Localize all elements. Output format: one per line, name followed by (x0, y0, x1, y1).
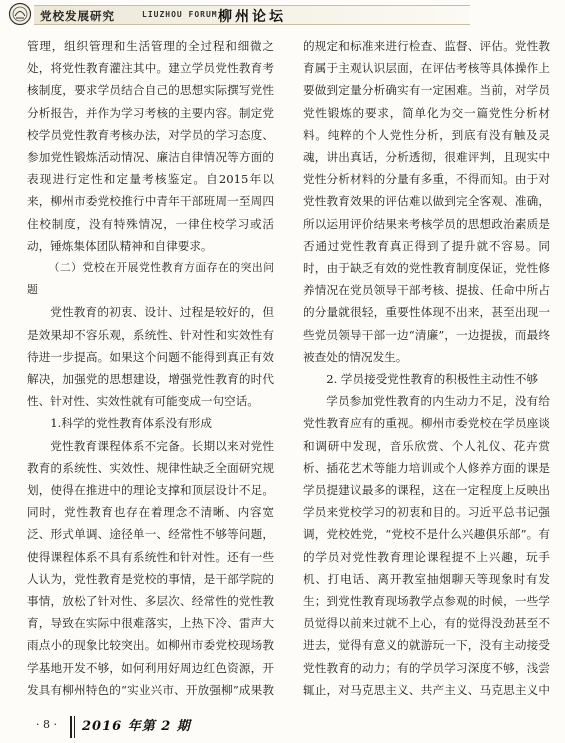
page-header (0, 0, 565, 32)
paragraph: 党性教育的初衷、设计、过程是较好的，但是效果却不容乐观，系统性、针对性和实效性有待进一步提高。如果这个问题不能得到真正有效解决，加强党的思想建设，增强党性教育的时代性、针对性、实效性就有可能变成一句空话。 (27, 305, 274, 409)
subsection-heading: 2. 学员接受党性教育的积极性主动性不够 (326, 372, 539, 387)
subsection-heading: 1.科学的党性教育体系没有形成 (50, 416, 212, 431)
journal-english-name: LIUZHOU FORUM (142, 10, 218, 19)
column-name: 党校发展研究 (40, 9, 115, 23)
right-text-column (303, 35, 550, 700)
paragraph: 的规定和标准来进行检查、监督、评估。党性教育属于主观认识层面，在评估考核等具体操作上要做到定量分析确实有一定困难。当前，对学员党性锻炼的要求，简单化为交一篇党性分析材料。纯粹的个人党性分析，到底有没有触及灵魂，讲出真话，分析透彻，很难评判，且现实中党性分析材料的分量有多重，不得而知。由于对党性教育效果的评估难以做到完全客观、准确，所以运用评价结果来考核学员的思想政治素质是否通过党性教育真正得到了提升就不容易。同时，由于缺乏有效的党性教育制度保证，党性修养情况在党员领导干部考核、提拔、任命中所占的分量就很轻，重要性体现不出来，甚至出现一些党员领导干部一边“清廉”，一边提拔，而最终被查处的情况发生。 (303, 39, 550, 364)
section-heading: （二）党校在开展党性教育方面存在的突出问题 (27, 261, 274, 297)
issue-label: 2016 年第 2 期 (82, 719, 191, 734)
footer-divider-thin (74, 716, 75, 738)
paragraph: 管理，组织管理和生活管理的全过程和细微之处，将党性教育灌注其中。建立学员党性教育考核制度，要求学员结合自己的思想实际撰写党性分析报告，并作为学习考核的主要内容。制定党校学员党性教育考核办法，对学员的学习态度、参加党性锻炼活动情况、廉洁自律情况等方面的表现进行定性和定量考核鉴定。自2015年以来，柳州市委党校推行中青年干部班周一至周四住校制度，没有特殊情况，一律住校学习或活动，锤炼集体团队精神和自律要求。 (27, 39, 274, 253)
page-number: · 8 · (36, 718, 57, 731)
journal-title: 柳州论坛 (218, 9, 286, 25)
paragraph: 学员参加党性教育的内生动力不足，没有给党性教育应有的重视。柳州市委党校在学员座谈和调研中发现，音乐欣赏、个人礼仪、花卉赏析、插花艺术等能力培训或个人修养方面的课是学员提建议最多的课程，这在一定程度上反映出学员来党校学习的初衷和目的。习近平总书记强调，党校姓党，“党校不是什么兴趣俱乐部”。有的学员对党性教育理论课程提不上兴趣，玩手机、打电话、离开教室抽烟聊天等现象时有发生；到党性教育现场教学点参观的时候，一些学员觉得以前来过就不上心，有的觉得没劲甚至不进去，觉得有意义的就游玩一下，没有主动接受党性教育的动力；有的学员学习深度不够，浅尝辄止，对马克思主义、共产主义、马克思主义中 (303, 394, 550, 697)
left-text-column (27, 35, 274, 700)
paragraph: 党性教育课程体系不完备。长期以来对党性教育的系统性、实效性、规律性缺乏全面研究规划，使得在推进中的理论支撑和顶层设计不足。同时，党性教育也存在着理念不清晰、内容宽泛、形式单调、途径单一、经常性不够等问题，使得课程体系不具有系统性和针对性。还有一些人认为，党性教育是党校的事情，是干部学院的事情，放松了针对性、多层次、经常性的党性教育，导致在实际中很难落实，上热下冷、雷声大雨点小的现象比较突出。如柳州市委党校现场教学基地开发不够，如何利用好周边红色资源，开发具有柳州特色的“实业兴市、开放强柳”成果教 (27, 438, 274, 697)
circular-emblem-icon (8, 2, 32, 26)
footer-divider (70, 716, 72, 738)
